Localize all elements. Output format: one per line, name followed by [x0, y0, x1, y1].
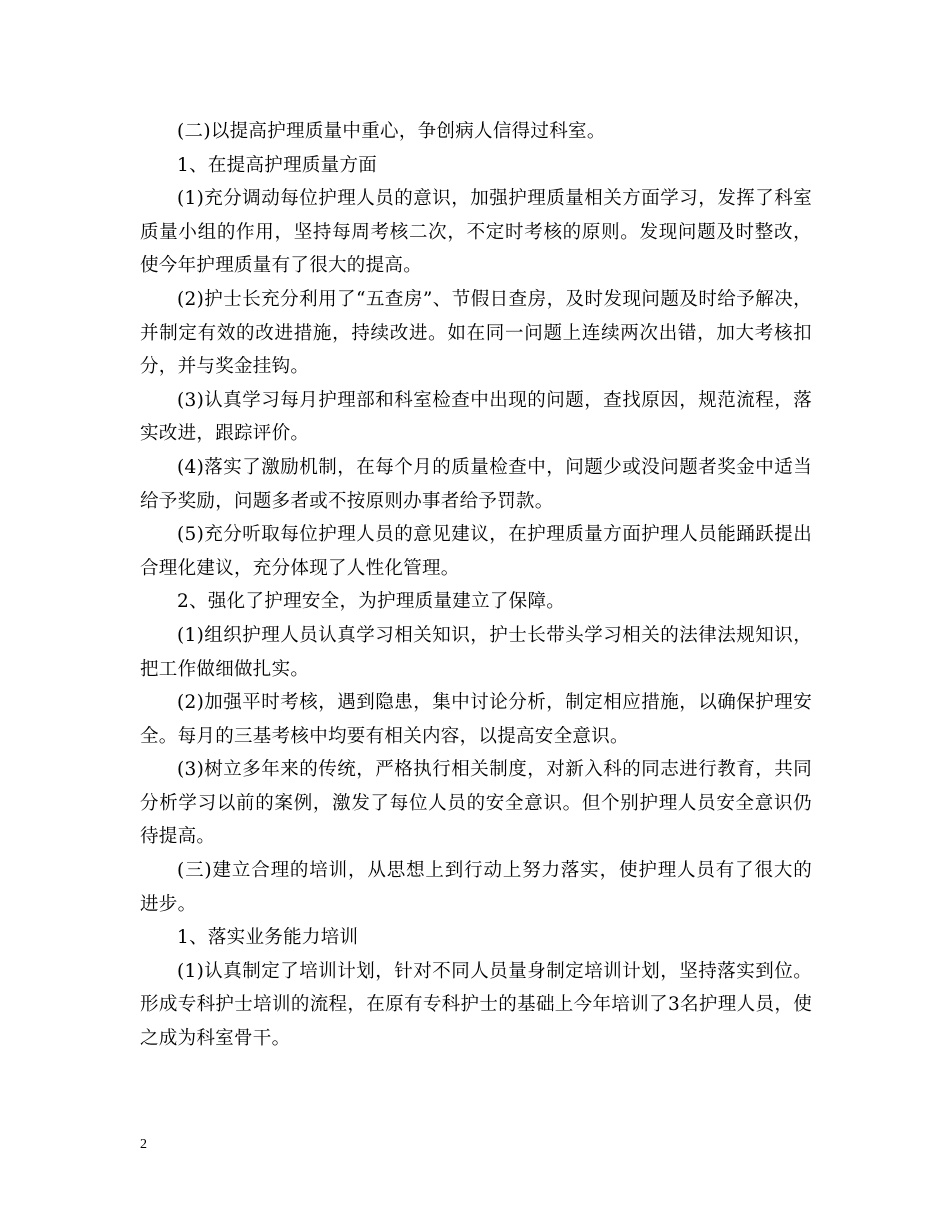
- paragraph-safety-1: (1)组织护理人员认真学习相关知识，护士长带头学习相关的法律法规知识，把工作做细做扎实。: [140, 624, 812, 680]
- paragraph-item-1: (1)充分调动每位护理人员的意识，加强护理质量相关方面学习，发挥了科室质量小组的作用，坚持每周考核二次，不定时考核的原则。发现问题及时整改，使今年护理质量有了很大的提高。: [140, 188, 812, 277]
- paragraph-item-3: (3)认真学习每月护理部和科室检查中出现的问题，查找原因，规范流程，落实改进，跟踪评价。: [140, 389, 812, 445]
- subsection-heading-quality: 1、在提高护理质量方面: [177, 154, 378, 176]
- document-body: [140, 115, 812, 1056]
- subsection-heading-safety: 2、强化了护理安全，为护理质量建立了保障。: [177, 591, 566, 613]
- paragraph-safety-3: (3)树立多年来的传统，严格执行相关制度，对新入科的同志进行教育，共同分析学习以前的案例，激发了每位人员的安全意识。但个别护理人员安全意识仍待提高。: [140, 759, 812, 848]
- paragraph-item-5: (5)充分听取每位护理人员的意见建议，在护理质量方面护理人员能踊跃提出合理化建议，充分体现了人性化管理。: [140, 524, 812, 579]
- paragraph-item-2: (2)护士长充分利用了“五查房”、节假日查房，及时发现问题及时给予解决，并制定有效的改进措施，持续改进。如在同一问题上连续两次出错，加大考核扣分，并与奖金挂钩。: [140, 288, 812, 378]
- page-number: 2: [140, 1137, 147, 1152]
- section-heading-2: (二)以提高护理质量中重心，争创病人信得过科室。: [177, 121, 606, 142]
- subsection-heading-training: 1、落实业务能力培训: [177, 927, 359, 949]
- paragraph-training-1: (1)认真制定了培训计划，针对不同人员量身制定培训计划，坚持落实到位。形成专科护士培训的流程，在原有专科护士的基础上今年培训了3名护理人员，使之成为科室骨干。: [140, 960, 812, 1050]
- paragraph-item-4: (4)落实了激励机制，在每个月的质量检查中，问题少或没问题者奖金中适当给予奖励，问题多者或不按原则办事者给予罚款。: [140, 456, 812, 512]
- section-heading-3: (三)建立合理的培训，从思想上到行动上努力落实，使护理人员有了很大的进步。: [140, 860, 812, 915]
- paragraph-safety-2: (2)加强平时考核，遇到隐患，集中讨论分析，制定相应措施，以确保护理安全。每月的三基考核中均要有相关内容，以提高安全意识。: [140, 692, 812, 747]
